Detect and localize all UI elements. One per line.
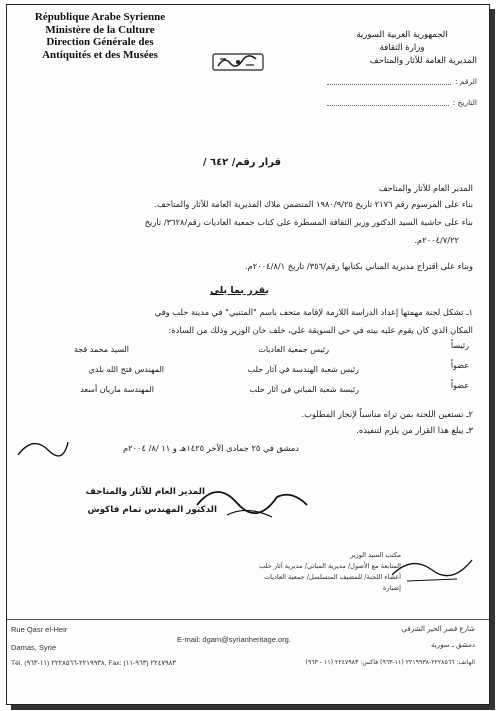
director-line: المدير العام للآثار والمتاحف bbox=[379, 183, 473, 193]
member-role: رئيس جمعية العاديات bbox=[258, 345, 329, 354]
footer-address-line2: Damas, Syrie bbox=[11, 643, 57, 652]
cc-line-3: أعضاء اللجنة/ للمضيف المتسلسل/ جمعية العاديات bbox=[263, 573, 401, 581]
reference-number-field: الرقم : bbox=[327, 77, 477, 86]
cc-line-4: إضبارة bbox=[382, 584, 401, 592]
signatory-name: الدكتور المهندس تمام فاكوش bbox=[87, 505, 217, 515]
signatory-title: المدير العام للآثار والمتاحف bbox=[85, 487, 205, 497]
footer-ar-address2: دمشق ـ سورية bbox=[430, 641, 475, 649]
document-page bbox=[6, 4, 490, 705]
handwritten-signature-icon bbox=[187, 475, 317, 525]
header-ar-line1: الجمهورية العربية السورية bbox=[356, 30, 448, 40]
footer-phone: Tél. (١١-٩٦٣) ٢٢١٩٩٣٨-٢٢٢٨٥٦٦, Fax: (٩٦٣-١١) ٢٢٤٧٩٨٣ bbox=[11, 660, 176, 667]
footer-address-line1: Rue Qasr el-Heir bbox=[11, 625, 68, 634]
article-1-line1: ١ـ تشكل لجنة مهمتها إعداد الدراسة اللازمة لإقامة متحف باسم "المتنبي" في مدينة حلب وفي bbox=[154, 307, 473, 317]
footer-ar-address1: شارع قصر الحير الشرقي bbox=[401, 625, 475, 633]
header-french bbox=[15, 11, 185, 61]
article-3: ٣ـ يبلغ هذا القرار من يلزم لتنفيذه. bbox=[356, 425, 473, 435]
ministry-emblem-icon bbox=[212, 51, 264, 73]
paragraph-proposal: وبناء على اقتراح مديرية المباني بكتابها رقم/٣٥٦/ تاريخ ٢٠٠٤/٨/١م. bbox=[245, 261, 473, 271]
header-fr-line2: Ministère de la Culture bbox=[45, 23, 155, 36]
header-fr-line4: Antiquités et des Musées bbox=[42, 48, 158, 61]
decides-heading: يقرر بما يلي bbox=[210, 285, 269, 296]
member-role: رئيس شعبة الهندسة في آثار حلب bbox=[247, 365, 359, 374]
member-status: رئيساً bbox=[450, 341, 469, 350]
member-name: المهندسة ماريان أسعد bbox=[80, 385, 154, 394]
article-1-line2: المكان الذي كان يقوم عليه بيته في حي السويقة علي، خلف خان الوزير وذلك من السادة: bbox=[168, 325, 473, 335]
member-status: عضواً bbox=[450, 381, 469, 390]
header-arabic bbox=[327, 29, 477, 68]
reference-date-field: التاريخ : bbox=[327, 98, 477, 107]
paragraph-minister-note: بناء على حاشية السيد الدكتور وزير الثقافة المسطرة على كتاب جمعية العاديات رقم/٣٦٢٨/ تاريخ bbox=[144, 217, 473, 227]
header-ar-line2: وزارة الثقافة bbox=[379, 43, 425, 53]
paragraph-decree: بناء على المرسوم رقم ٢١٧٦ تاريخ ١٩٨٠/٩/٢٥ المتضمن ملاك المديرية العامة للآثار والمتاحف. bbox=[154, 199, 473, 209]
member-role: رئيسة شعبة المباني في آثار حلب bbox=[249, 385, 359, 394]
footer-ar-phone: الهاتف: ٢٢٢٨٥٦٦-٢٢١٩٩٣٨ (١١-٩٦٣) فاكس: ٢٢٤٧٩٨٣ (١١ - ٩٦٣) bbox=[305, 659, 475, 666]
header-ar-line3: المديرية العامة للآثار والمتاحف bbox=[369, 56, 477, 66]
decision-title: قرار رقم/ ٦٤٢ / bbox=[202, 157, 281, 168]
header-fr-line3: Direction Générale des bbox=[46, 36, 154, 48]
footer-email: E-mail: dgam@syrianheritage.org. bbox=[177, 635, 291, 644]
header-fr-line1: République Arabe Syrienne bbox=[34, 11, 166, 23]
footer-divider bbox=[7, 619, 489, 620]
article-2: ٢ـ تستعين اللجنة بمن تراه مناسباً لإنجاز المطلوب. bbox=[301, 409, 473, 419]
member-status: عضواً bbox=[450, 361, 469, 370]
cc-line-2: المتابعة مع الأصول/ مديرية المباني/ مديرية آثار حلب bbox=[259, 562, 401, 570]
cc-line-1: مكتب السيد الوزير bbox=[350, 551, 401, 559]
paragraph-minister-note-date: ٢٠٠٤/٧/٢٢م. bbox=[414, 235, 459, 245]
handwritten-mark-icon bbox=[13, 430, 73, 465]
member-name: السيد محمد قجة bbox=[73, 345, 129, 354]
dateline: دمشق في ٢٥ جمادى الآخر ١٤٢٥هـ و ١١ /٨/ ٢٠٠٤م bbox=[122, 443, 299, 453]
handwritten-initials-icon bbox=[387, 545, 477, 585]
member-name: المهندس فتح الله بلدي bbox=[88, 365, 164, 374]
reference-fields bbox=[327, 77, 477, 119]
